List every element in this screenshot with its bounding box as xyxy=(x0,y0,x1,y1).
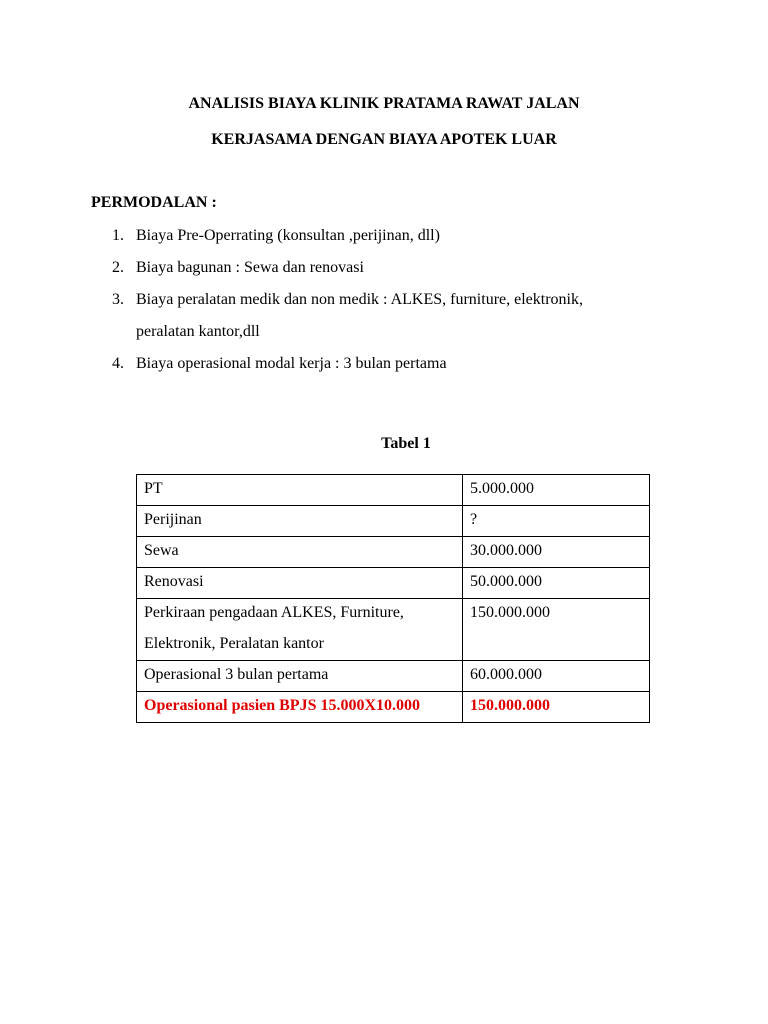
list-item-text-continued: peralatan kantor,dll xyxy=(136,323,260,340)
table-cell-amount: 5.000.000 xyxy=(463,475,650,506)
capital-list xyxy=(112,226,672,386)
table-cell-item-line1: Perkiraan pengadaan ALKES, Furniture, xyxy=(144,604,404,621)
list-item-text: Biaya Pre-Operrating (konsultan ,perijinan, dll) xyxy=(136,227,440,244)
table-cell-amount: 60.000.000 xyxy=(463,661,650,692)
table-cell-item: Sewa xyxy=(137,537,463,568)
list-item-number: 2. xyxy=(112,259,124,276)
list-item-number: 4. xyxy=(112,355,124,372)
list-item-number: 1. xyxy=(112,227,124,244)
table-cell-item xyxy=(137,599,463,661)
list-item-number: 3. xyxy=(112,291,124,308)
section-heading: PERMODALAN : xyxy=(91,194,217,211)
table-cell-amount: 150.000.000 xyxy=(463,599,650,661)
table-cell-amount: 150.000.000 xyxy=(463,692,650,723)
table-cell-amount: 50.000.000 xyxy=(463,568,650,599)
document-subtitle: KERJASAMA DENGAN BIAYA APOTEK LUAR xyxy=(211,131,557,148)
table-row-highlight xyxy=(137,692,650,723)
cost-table xyxy=(136,474,650,723)
table-row xyxy=(137,568,650,599)
list-item xyxy=(112,258,672,278)
table-cell-item-line2: Elektronik, Peralatan kantor xyxy=(144,635,324,652)
table-cell-amount: 30.000.000 xyxy=(463,537,650,568)
table-cell-item: Perijinan xyxy=(137,506,463,537)
table-row xyxy=(137,537,650,568)
list-item-text: Biaya peralatan medik dan non medik : ALKES, furniture, elektronik, xyxy=(136,291,583,308)
list-item-text: Biaya operasional modal kerja : 3 bulan pertama xyxy=(136,355,447,372)
list-item xyxy=(112,354,672,374)
table-row xyxy=(137,661,650,692)
table-cell-item: PT xyxy=(137,475,463,506)
list-item xyxy=(112,290,672,342)
table-row xyxy=(137,599,650,661)
table-cell-amount: ? xyxy=(463,506,650,537)
table-row xyxy=(137,506,650,537)
table-row xyxy=(137,475,650,506)
table-cell-item: Operasional 3 bulan pertama xyxy=(137,661,463,692)
table-cell-item: Renovasi xyxy=(137,568,463,599)
document-title: ANALISIS BIAYA KLINIK PRATAMA RAWAT JALAN xyxy=(188,95,580,112)
list-item-text: Biaya bagunan : Sewa dan renovasi xyxy=(136,259,364,276)
table-cell-item: Operasional pasien BPJS 15.000X10.000 xyxy=(137,692,463,723)
table-caption: Tabel 1 xyxy=(381,435,431,452)
list-item xyxy=(112,226,672,246)
